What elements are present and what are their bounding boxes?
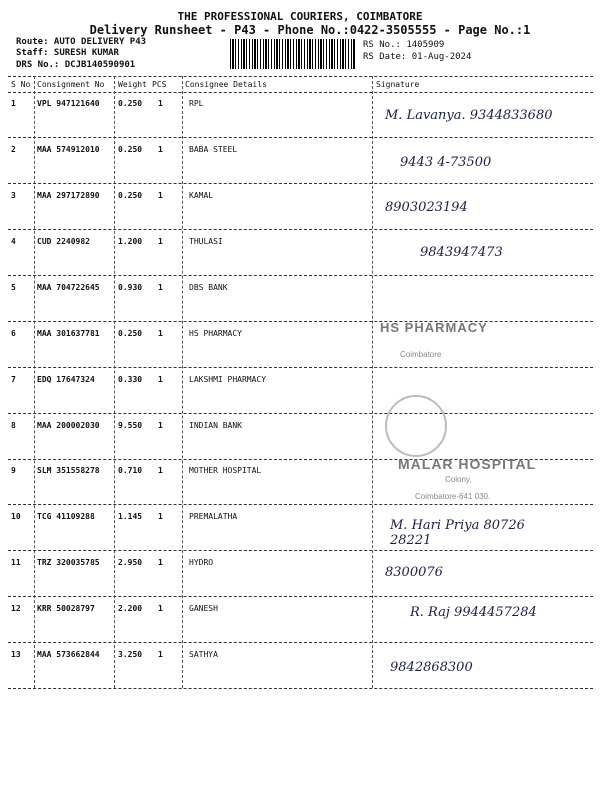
row-divider bbox=[8, 596, 593, 597]
row-divider bbox=[8, 229, 593, 230]
row-consignment-no: VPL 947121640 bbox=[37, 99, 100, 108]
row-pcs: 1 bbox=[158, 283, 163, 292]
row-signature: M. Hari Priya 80726 28221 bbox=[390, 518, 525, 548]
row-divider bbox=[8, 688, 593, 689]
row-consignment-no: MAA 297172890 bbox=[37, 191, 100, 200]
row-sno: 4 bbox=[11, 237, 16, 246]
row-consignee: KAMAL bbox=[189, 191, 214, 200]
row-weight: 3.250 bbox=[118, 650, 143, 659]
row-consignment-no: CUD 2240982 bbox=[37, 237, 90, 246]
row-divider bbox=[8, 183, 593, 184]
row-consignment-no: MAA 574912010 bbox=[37, 145, 100, 154]
row-pcs: 1 bbox=[158, 421, 163, 430]
row-divider bbox=[8, 504, 593, 505]
row-consignee: LAKSHMI PHARMACY bbox=[189, 375, 267, 384]
malar-stamp-sub1: Colony, bbox=[445, 475, 472, 484]
row-divider bbox=[8, 413, 593, 414]
row-pcs: 1 bbox=[158, 512, 163, 521]
row-consignment-no: TRZ 320035785 bbox=[37, 558, 100, 567]
company-title: THE PROFESSIONAL COURIERS, COIMBATORE bbox=[177, 10, 423, 23]
row-weight: 0.930 bbox=[118, 283, 143, 292]
row-weight: 0.250 bbox=[118, 99, 143, 108]
runsheet-subtitle: Delivery Runsheet - P43 - Phone No.:0422-3505555 - Page No.:1 bbox=[89, 23, 531, 37]
row-consignment-no: MAA 301637781 bbox=[37, 329, 100, 338]
row-consignee: HYDRO bbox=[189, 558, 214, 567]
row-weight: 2.200 bbox=[118, 604, 143, 613]
row-divider bbox=[8, 642, 593, 643]
col-header-pcs: PCS bbox=[152, 80, 167, 89]
row-weight: 1.145 bbox=[118, 512, 143, 521]
row-consignee: BABA STEEL bbox=[189, 145, 238, 154]
row-signature: 8903023194 bbox=[385, 200, 468, 215]
row-weight: 0.250 bbox=[118, 329, 143, 338]
row-divider bbox=[8, 367, 593, 368]
header-rule-top bbox=[8, 76, 593, 77]
row-pcs: 1 bbox=[158, 99, 163, 108]
row-signature: 8300076 bbox=[385, 565, 443, 580]
row-weight: 0.250 bbox=[118, 145, 143, 154]
hs-pharmacy-stamp: HS PHARMACY bbox=[380, 320, 488, 335]
row-consignment-no: EDQ 17647324 bbox=[37, 375, 95, 384]
col-header-weight: Weight bbox=[118, 80, 147, 89]
row-pcs: 1 bbox=[158, 650, 163, 659]
route-label: Route: AUTO DELIVERY P43 bbox=[16, 37, 147, 47]
row-sno: 5 bbox=[11, 283, 16, 292]
row-consignment-no: SLM 351558278 bbox=[37, 466, 100, 475]
row-consignment-no: MAA 200002030 bbox=[37, 421, 100, 430]
row-sno: 7 bbox=[11, 375, 16, 384]
staff-label: Staff: SURESH KUMAR bbox=[16, 48, 119, 58]
row-consignee: PREMALATHA bbox=[189, 512, 238, 521]
row-consignment-no: MAA 704722645 bbox=[37, 283, 100, 292]
row-pcs: 1 bbox=[158, 558, 163, 567]
rs-date: RS Date: 01-Aug-2024 bbox=[363, 52, 472, 62]
row-pcs: 1 bbox=[158, 375, 163, 384]
row-divider bbox=[8, 137, 593, 138]
col-header-consignment: Consignment No bbox=[37, 80, 105, 89]
row-weight: 0.710 bbox=[118, 466, 143, 475]
row-sno: 9 bbox=[11, 466, 16, 475]
row-sno: 11 bbox=[11, 558, 21, 567]
indian-bank-seal bbox=[385, 395, 447, 457]
header-rule-bottom bbox=[8, 92, 593, 93]
row-consignee: SATHYA bbox=[189, 650, 218, 659]
row-signature: M. Lavanya. 9344833680 bbox=[385, 108, 553, 123]
row-pcs: 1 bbox=[158, 237, 163, 246]
row-weight: 1.200 bbox=[118, 237, 143, 246]
drs-number: DRS No.: DCJB140590901 bbox=[16, 60, 136, 70]
row-consignment-no: KRR 50028797 bbox=[37, 604, 95, 613]
row-sno: 6 bbox=[11, 329, 16, 338]
row-pcs: 1 bbox=[158, 145, 163, 154]
col-header-consignee: Consignee Details bbox=[185, 80, 267, 89]
row-signature: R. Raj 9944457284 bbox=[410, 605, 537, 620]
row-divider bbox=[8, 275, 593, 276]
row-sno: 10 bbox=[11, 512, 21, 521]
hs-pharmacy-stamp-sub: Coimbatore bbox=[400, 350, 442, 359]
row-signature: 9443 4-73500 bbox=[400, 155, 492, 170]
col-header-sno: S No bbox=[11, 80, 31, 89]
col-header-signature: Signature bbox=[376, 80, 420, 89]
row-consignment-no: MAA 573662844 bbox=[37, 650, 100, 659]
malar-stamp-sub2: Coimbatore-641 030. bbox=[415, 492, 491, 501]
row-divider bbox=[8, 550, 593, 551]
row-consignee: INDIAN BANK bbox=[189, 421, 242, 430]
row-pcs: 1 bbox=[158, 329, 163, 338]
row-consignee: THULASI bbox=[189, 237, 223, 246]
row-weight: 0.250 bbox=[118, 191, 143, 200]
row-consignment-no: TCG 41109288 bbox=[37, 512, 95, 521]
row-consignee: HS PHARMACY bbox=[189, 329, 242, 338]
row-consignee: MOTHER HOSPITAL bbox=[189, 466, 262, 475]
barcode bbox=[230, 39, 356, 69]
rs-number: RS No.: 1405909 bbox=[363, 40, 445, 50]
row-signature: 9843947473 bbox=[420, 245, 503, 260]
malar-hospital-stamp: MALAR HOSPITAL bbox=[398, 456, 537, 472]
row-sno: 8 bbox=[11, 421, 16, 430]
row-weight: 0.330 bbox=[118, 375, 143, 384]
row-divider bbox=[8, 321, 593, 322]
row-sno: 1 bbox=[11, 99, 16, 108]
row-sno: 3 bbox=[11, 191, 16, 200]
row-signature: 9842868300 bbox=[390, 660, 473, 675]
row-pcs: 1 bbox=[158, 191, 163, 200]
row-consignee: GANESH bbox=[189, 604, 218, 613]
row-sno: 13 bbox=[11, 650, 21, 659]
row-consignee: DBS BANK bbox=[189, 283, 228, 292]
row-pcs: 1 bbox=[158, 466, 163, 475]
row-weight: 2.950 bbox=[118, 558, 143, 567]
row-consignee: RPL bbox=[189, 99, 204, 108]
row-sno: 12 bbox=[11, 604, 21, 613]
row-weight: 9.550 bbox=[118, 421, 143, 430]
row-pcs: 1 bbox=[158, 604, 163, 613]
row-sno: 2 bbox=[11, 145, 16, 154]
